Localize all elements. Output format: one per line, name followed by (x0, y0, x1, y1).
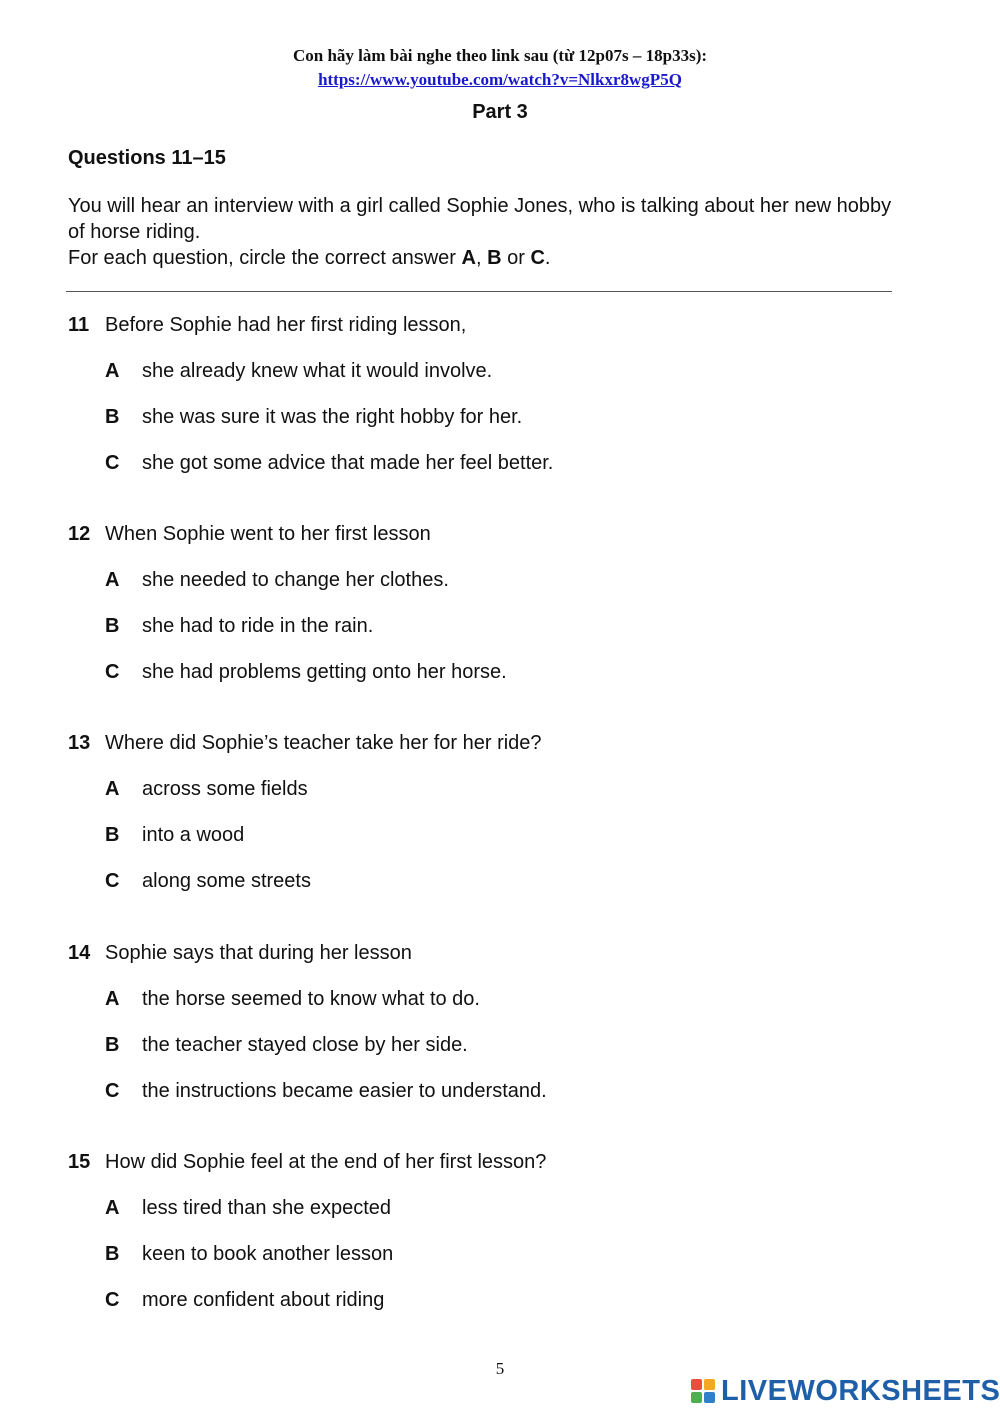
liveworksheets-brand-text: LIVEWORKSHEETS (721, 1374, 1000, 1407)
option-letter: B (105, 406, 120, 428)
option-text: she got some advice that made her feel better. (142, 452, 554, 474)
youtube-link[interactable]: https://www.youtube.com/watch?v=Nlkxr8wgP5Q (318, 70, 682, 89)
question-14 (68, 940, 928, 1104)
answer-option-b[interactable] (68, 1241, 928, 1267)
answer-option-b[interactable] (68, 404, 928, 430)
question-number: 15 (68, 1151, 91, 1173)
option-letter: A (105, 569, 120, 591)
question-12 (68, 521, 928, 685)
question-number: 12 (68, 523, 91, 545)
answer-option-b[interactable] (68, 1032, 928, 1058)
liveworksheets-logo-icon (690, 1378, 716, 1404)
option-text: the instructions became easier to understand. (142, 1080, 547, 1102)
question-stem (68, 730, 928, 756)
option-letter: C (105, 1080, 120, 1102)
answer-option-a[interactable] (68, 1195, 928, 1221)
answer-option-a[interactable] (68, 358, 928, 384)
question-number: 11 (68, 314, 90, 336)
option-text: she had problems getting onto her horse. (142, 661, 507, 683)
option-letter: A (105, 360, 120, 382)
question-text: Before Sophie had her first riding lesson, (105, 314, 467, 336)
answer-option-a[interactable] (68, 567, 928, 593)
question-11 (68, 312, 928, 476)
answer-option-c[interactable] (68, 868, 928, 894)
section-divider (66, 291, 892, 292)
questions-heading: Questions 11–15 (68, 147, 226, 169)
option-letter: B (105, 824, 120, 846)
option-letter: B (105, 1034, 120, 1056)
question-number: 14 (68, 942, 91, 964)
option-text: into a wood (142, 824, 245, 846)
instructions-intro: You will hear an interview with a girl called Sophie Jones, who is talking about her new hobby of horse riding. (68, 195, 892, 243)
instructions-task: For each question, circle the correct answer A, B or C. (68, 247, 551, 269)
option-letter: A (105, 1197, 120, 1219)
option-letter: A (105, 988, 120, 1010)
option-text: less tired than she expected (142, 1197, 392, 1219)
liveworksheets-brand[interactable] (690, 1373, 1000, 1409)
part-title: Part 3 (472, 101, 528, 123)
option-letter: B (105, 1243, 120, 1265)
question-text: Where did Sophie’s teacher take her for her ride? (105, 732, 542, 754)
question-text: When Sophie went to her first lesson (105, 523, 431, 545)
answer-option-c[interactable] (68, 1078, 928, 1104)
answer-option-a[interactable] (68, 986, 928, 1012)
option-text: across some fields (142, 778, 308, 800)
option-text: the horse seemed to know what to do. (142, 988, 480, 1010)
option-text: along some streets (142, 870, 311, 892)
answer-option-c[interactable] (68, 450, 928, 476)
question-number: 13 (68, 732, 91, 754)
option-letter: C (105, 870, 120, 892)
option-text: she was sure it was the right hobby for her. (142, 406, 523, 428)
option-letter: C (105, 452, 120, 474)
option-text: keen to book another lesson (142, 1243, 394, 1265)
option-text: the teacher stayed close by her side. (142, 1034, 468, 1056)
instructions (68, 193, 908, 271)
answer-option-b[interactable] (68, 613, 928, 639)
option-text: she already knew what it would involve. (142, 360, 493, 382)
answer-option-b[interactable] (68, 822, 928, 848)
option-text: more confident about riding (142, 1289, 385, 1311)
option-letter: B (105, 615, 120, 637)
question-stem (68, 312, 928, 338)
question-stem (68, 521, 928, 547)
listening-instruction-text: Con hãy làm bài nghe theo link sau (từ 12p07s – 18p33s): (292, 46, 708, 65)
page-number: 5 (495, 1359, 505, 1378)
option-text: she had to ride in the rain. (142, 615, 374, 637)
option-text: she needed to change her clothes. (142, 569, 449, 591)
option-letter: C (105, 661, 120, 683)
question-stem (68, 1149, 928, 1175)
option-letter: A (105, 778, 120, 800)
question-15 (68, 1149, 928, 1313)
question-13 (68, 730, 928, 894)
question-text: Sophie says that during her lesson (105, 942, 412, 964)
question-stem (68, 940, 928, 966)
answer-option-c[interactable] (68, 1287, 928, 1313)
answer-option-c[interactable] (68, 659, 928, 685)
option-letter: C (105, 1289, 120, 1311)
listening-instruction (0, 44, 1000, 92)
answer-option-a[interactable] (68, 776, 928, 802)
question-text: How did Sophie feel at the end of her first lesson? (105, 1151, 547, 1173)
